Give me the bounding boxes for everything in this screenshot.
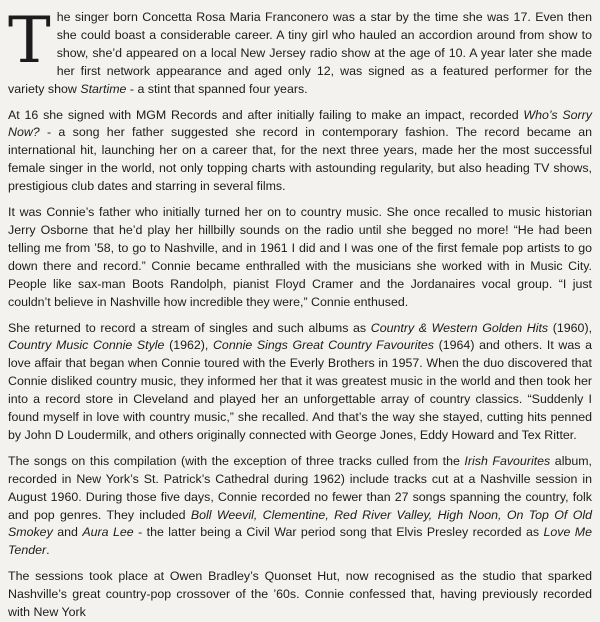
paragraph-1-text-b: - a stint that spanned four years. — [126, 81, 308, 96]
paragraph-4-text-a: She returned to record a stream of singles and such albums as — [8, 320, 371, 335]
paragraph-4-italic-album-2: Country Music Connie Style — [8, 338, 165, 353]
paragraph-4 — [8, 320, 592, 445]
paragraph-1 — [8, 4, 592, 99]
paragraph-2-text-b: - a song her father suggested she record in contemporary fashion. The record became an international hit, launching her on a career that, for the next three years, made her the most successful female singer in the world, not only topping charts with astounding regularity, but also heading TV shows, prestigious club dates and starring in several films. — [8, 125, 592, 194]
paragraph-4-text-b: (1960), — [548, 320, 593, 335]
paragraph-5-italic-aura-lee: Aura Lee — [82, 525, 134, 540]
paragraph-4-italic-album-1: Country & Western Golden Hits — [370, 320, 549, 335]
paragraph-5-text-d: - the latter being a Civil War period song that Elvis Presley recorded as — [133, 525, 544, 540]
paragraph-6: The sessions took place at Owen Bradley’s Quonset Hut, now recognised as the studio that sparked Nashville’s great country-pop crossover of the ’60s. Connie confessed that, having previously recorded with New York — [8, 569, 592, 620]
paragraph-5-italic-song-list: Boll Weevil, Clementine, Red River Valley, High Noon, On Top Of Old Smokey — [8, 507, 592, 540]
paragraph-5-text-e: . — [46, 543, 50, 558]
paragraph-5-text-c: and — [52, 525, 83, 540]
paragraph-5 — [8, 453, 592, 560]
paragraph-5-italic-love-me-tender: Love Me Tender — [8, 525, 592, 558]
paragraph-2-italic-song-title: Who’s Sorry Now? — [8, 107, 593, 140]
paragraph-1-italic-startime: Startime — [80, 81, 127, 96]
paragraph-1-text-a: he singer born Concetta Rosa Maria Franconero was a star by the time she was 17. Even then she could boast a considerable career. A tiny girl who hauled an accordion around from show to show, she’d appeared on a local New Jersey radio show at the age of 10. A year later she made her first network appearance and aged only 12, was signed as a featured performer for the variety show — [8, 10, 592, 96]
paragraph-5-italic-album: Irish Favourites — [464, 453, 551, 468]
paragraph-5-text-a: The songs on this compilation (with the exception of three tracks culled from the — [8, 453, 465, 468]
paragraph-4-italic-album-3: Connie Sings Great Country Favourites — [212, 338, 434, 353]
paragraph-4-text-d: (1964) and others. It was a love affair that began when Connie toured with the Everly Brothers in 1957. When the duo discovered that Connie disliked country music, they informed her that it was greatest music in the world and then took her into a record store in Cleveland and played her an unforgettable array of country classics. “Suddenly I found myself in love with country music,” she recalled. And that’s the way she stayed, cutting hits penned by John D Loudermilk, and others originally connected with George Jones, Eddy Howard and Tex Ritter. — [8, 338, 592, 442]
paragraph-4-text-c: (1962), — [164, 338, 213, 353]
paragraph-3: It was Connie’s father who initially turned her on to country music. She once recalled to music historian Jerry Osborne that he’d play her hillbilly sounds on the radio until she begged no more! “He had been telling me from ’58, to go to Nashville, and in 1961 I did and I was one of the first female pop artists to go down there and record.” Connie became enthralled with the musicians she worked with in Music City. People like sax-man Boots Randolph, pianist Floyd Cramer and the Jordanaires vocal group. “I just couldn’t believe in Nashville how incredible they were,” Connie enthused. — [8, 205, 592, 309]
paragraph-2-text-a: At 16 she signed with MGM Records and after initially failing to make an impact, recorded — [8, 107, 524, 122]
paragraph-5-text-b: album, recorded in New York’s St. Patrick’s Cathedral during 1962) include tracks cut at a Nashville session in August 1960. During those five days, Connie recorded no fewer than 27 songs spanning the country, folk and pop genres. They included — [8, 453, 592, 522]
drop-cap: T — [8, 4, 51, 78]
paragraph-2 — [8, 107, 592, 197]
